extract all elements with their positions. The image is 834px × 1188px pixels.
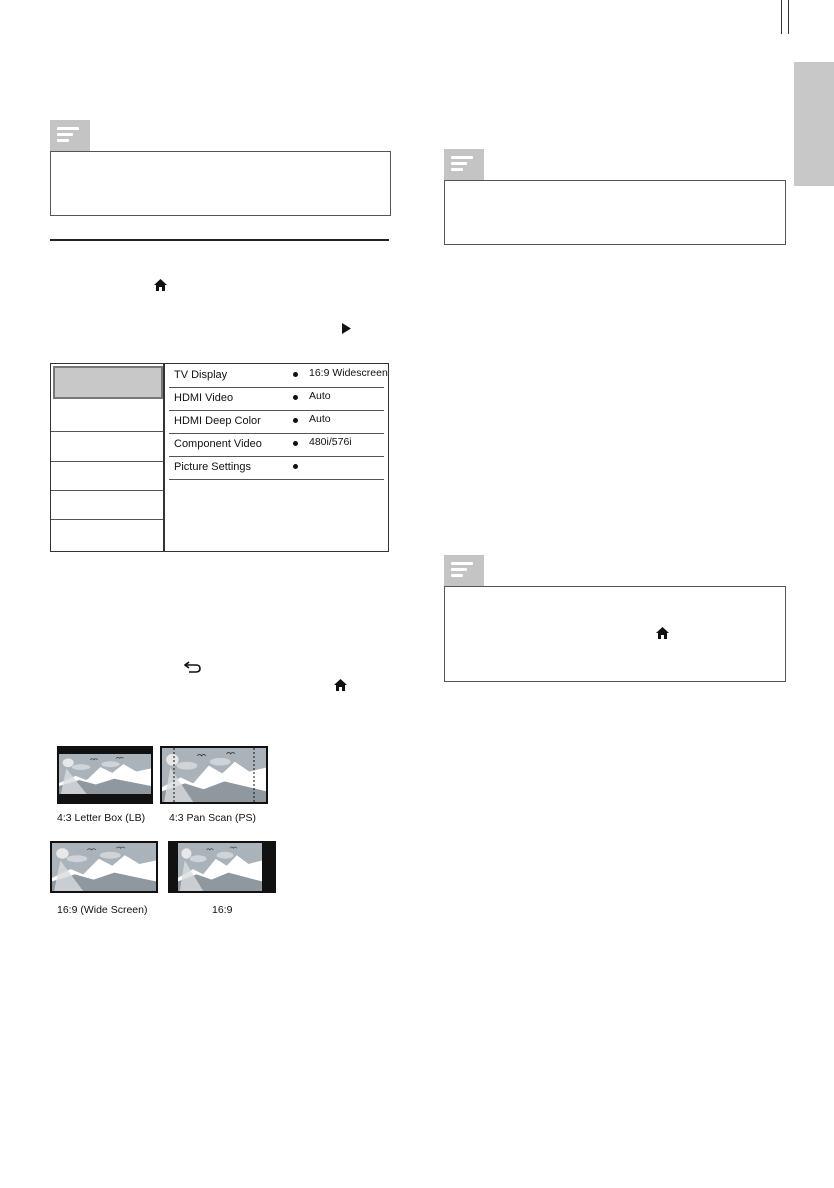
home-icon	[154, 279, 167, 291]
note-box	[444, 586, 786, 682]
bullet-icon	[293, 395, 298, 400]
menu-row-label: HDMI Video	[174, 392, 234, 404]
menu-category-video[interactable]	[53, 366, 163, 399]
menu-row-value: 16:9 Widescreen	[309, 367, 388, 379]
menu-category-list	[51, 364, 165, 551]
menu-row-hdmi-video[interactable]	[169, 387, 384, 411]
menu-row-picture-settings[interactable]	[169, 456, 384, 480]
note-icon	[444, 149, 484, 181]
menu-row-tv-display[interactable]	[169, 364, 388, 388]
caption-widescreen: 16:9 (Wide Screen)	[57, 904, 148, 916]
caption-panscan: 4:3 Pan Scan (PS)	[169, 812, 256, 824]
home-icon	[656, 627, 669, 639]
crop-mark	[788, 0, 789, 34]
video-setup-menu	[50, 363, 389, 552]
menu-category[interactable]	[51, 489, 163, 520]
language-tab	[794, 62, 834, 186]
aspect-panscan-image	[160, 746, 268, 804]
aspect-16-9-image	[168, 841, 276, 893]
menu-row-label: TV Display	[174, 369, 228, 381]
menu-category[interactable]	[51, 401, 163, 432]
home-icon	[334, 679, 347, 691]
caption-letterbox: 4:3 Letter Box (LB)	[57, 812, 146, 824]
menu-category[interactable]	[51, 431, 163, 462]
menu-row-component-video[interactable]	[169, 433, 384, 457]
bullet-icon	[293, 418, 298, 423]
menu-category[interactable]	[51, 460, 163, 491]
aspect-widescreen-image	[50, 841, 158, 893]
section-divider	[50, 239, 389, 241]
menu-row-value: Auto	[309, 413, 331, 425]
note-icon	[444, 555, 484, 587]
bullet-icon	[293, 372, 298, 377]
menu-row-value: 480i/576i	[309, 436, 352, 448]
menu-row-hdmi-deep-color[interactable]	[169, 410, 384, 434]
play-icon	[342, 323, 351, 334]
crop-mark	[781, 0, 782, 34]
menu-row-value: Auto	[309, 390, 331, 402]
menu-category[interactable]	[51, 519, 163, 549]
bullet-icon	[293, 464, 298, 469]
menu-row-label: Component Video	[174, 438, 262, 450]
menu-row-label: HDMI Deep Color	[174, 415, 261, 427]
note-icon	[50, 120, 90, 152]
back-icon	[184, 661, 202, 673]
aspect-letterbox-image	[57, 746, 153, 804]
caption-16-9: 16:9	[212, 904, 233, 916]
note-box	[444, 180, 786, 245]
bullet-icon	[293, 441, 298, 446]
note-box	[50, 151, 391, 216]
menu-row-label: Picture Settings	[174, 461, 252, 473]
